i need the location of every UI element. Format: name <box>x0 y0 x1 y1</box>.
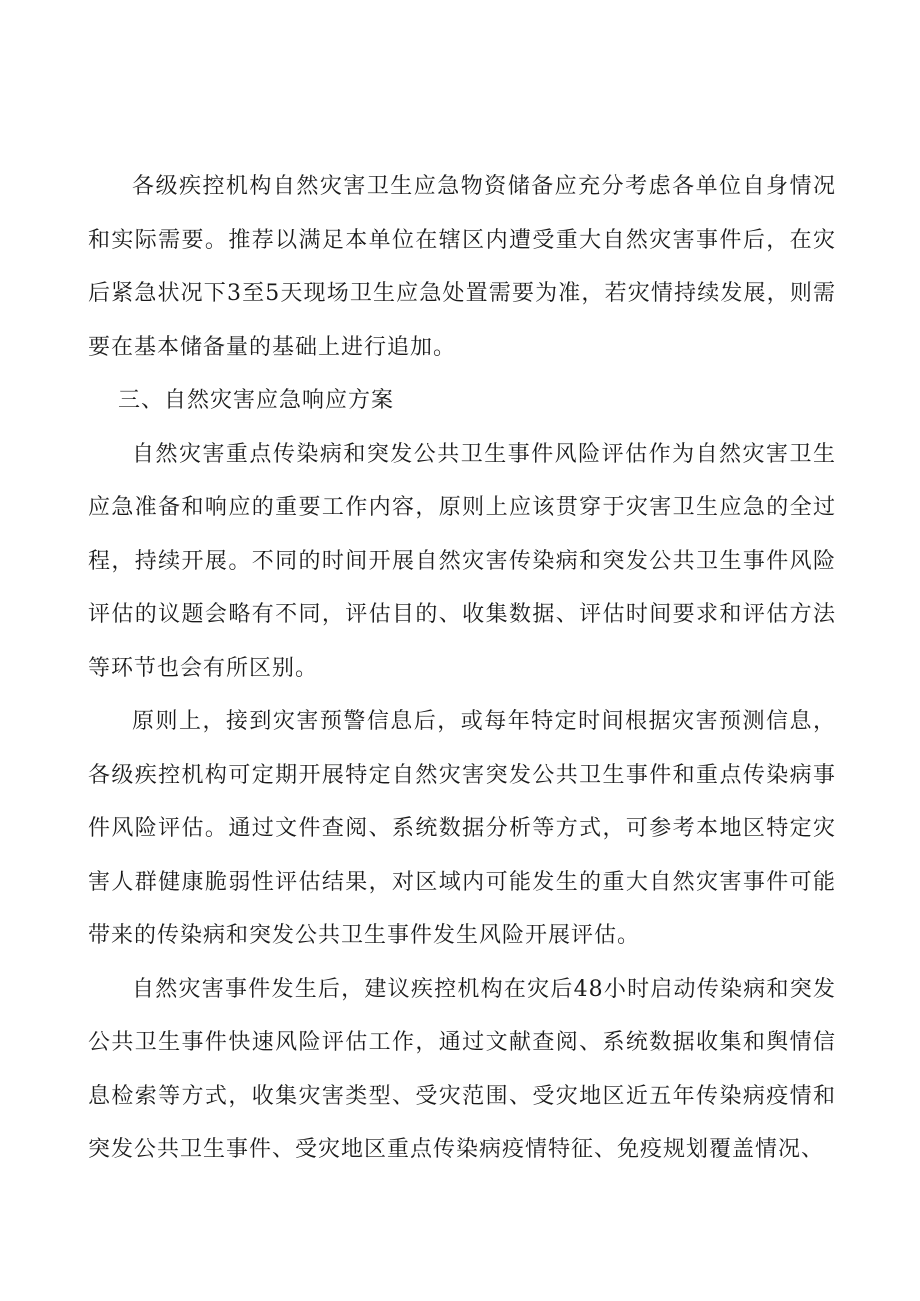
document-body <box>88 160 836 1177</box>
paragraph-post-disaster-assessment: 自然灾害事件发生后，建议疾控机构在灾后48小时启动传染病和突发公共卫生事件快速风险评估工作，通过文献查阅、系统数据收集和舆情信息检索等方式，收集灾害类型、受灾范围、受灾地区近五年传染病疫情和突发公共卫生事件、受灾地区重点传染病疫情特征、免疫规划覆盖情况、 <box>88 976 836 1162</box>
paragraph-risk-assessment: 自然灾害重点传染病和突发公共卫生事件风险评估作为自然灾害卫生应急准备和响应的重要工作内容，原则上应该贯穿于灾害卫生应急的全过程，持续开展。不同的时间开展自然灾害传染病和突发公共卫生事件风险评估的议题会略有不同，评估目的、收集数据、评估时间要求和评估方法等环节也会有所区别。 <box>88 441 836 681</box>
paragraph-warning-assessment: 原则上，接到灾害预警信息后，或每年特定时间根据灾害预测信息，各级疾控机构可定期开展特定自然灾害突发公共卫生事件和重点传染病事件风险评估。通过文件查阅、系统数据分析等方式，可参考本地区特定灾害人群健康脆弱性评估结果，对区域内可能发生的重大自然灾害事件可能带来的传染病和突发公共卫生事件发生风险开展评估。 <box>88 709 836 948</box>
section-heading-response-plan: 三、自然灾害应急响应方案 <box>118 388 395 413</box>
paragraph-material-reserve: 各级疾控机构自然灾害卫生应急物资储备应充分考虑各单位自身情况和实际需要。推荐以满足本单位在辖区内遭受重大自然灾害事件后，在灾后紧急状况下3至5天现场卫生应急处置需要为准，若灾情持续发展，则需要在基本储备量的基础上进行追加。 <box>88 174 836 360</box>
